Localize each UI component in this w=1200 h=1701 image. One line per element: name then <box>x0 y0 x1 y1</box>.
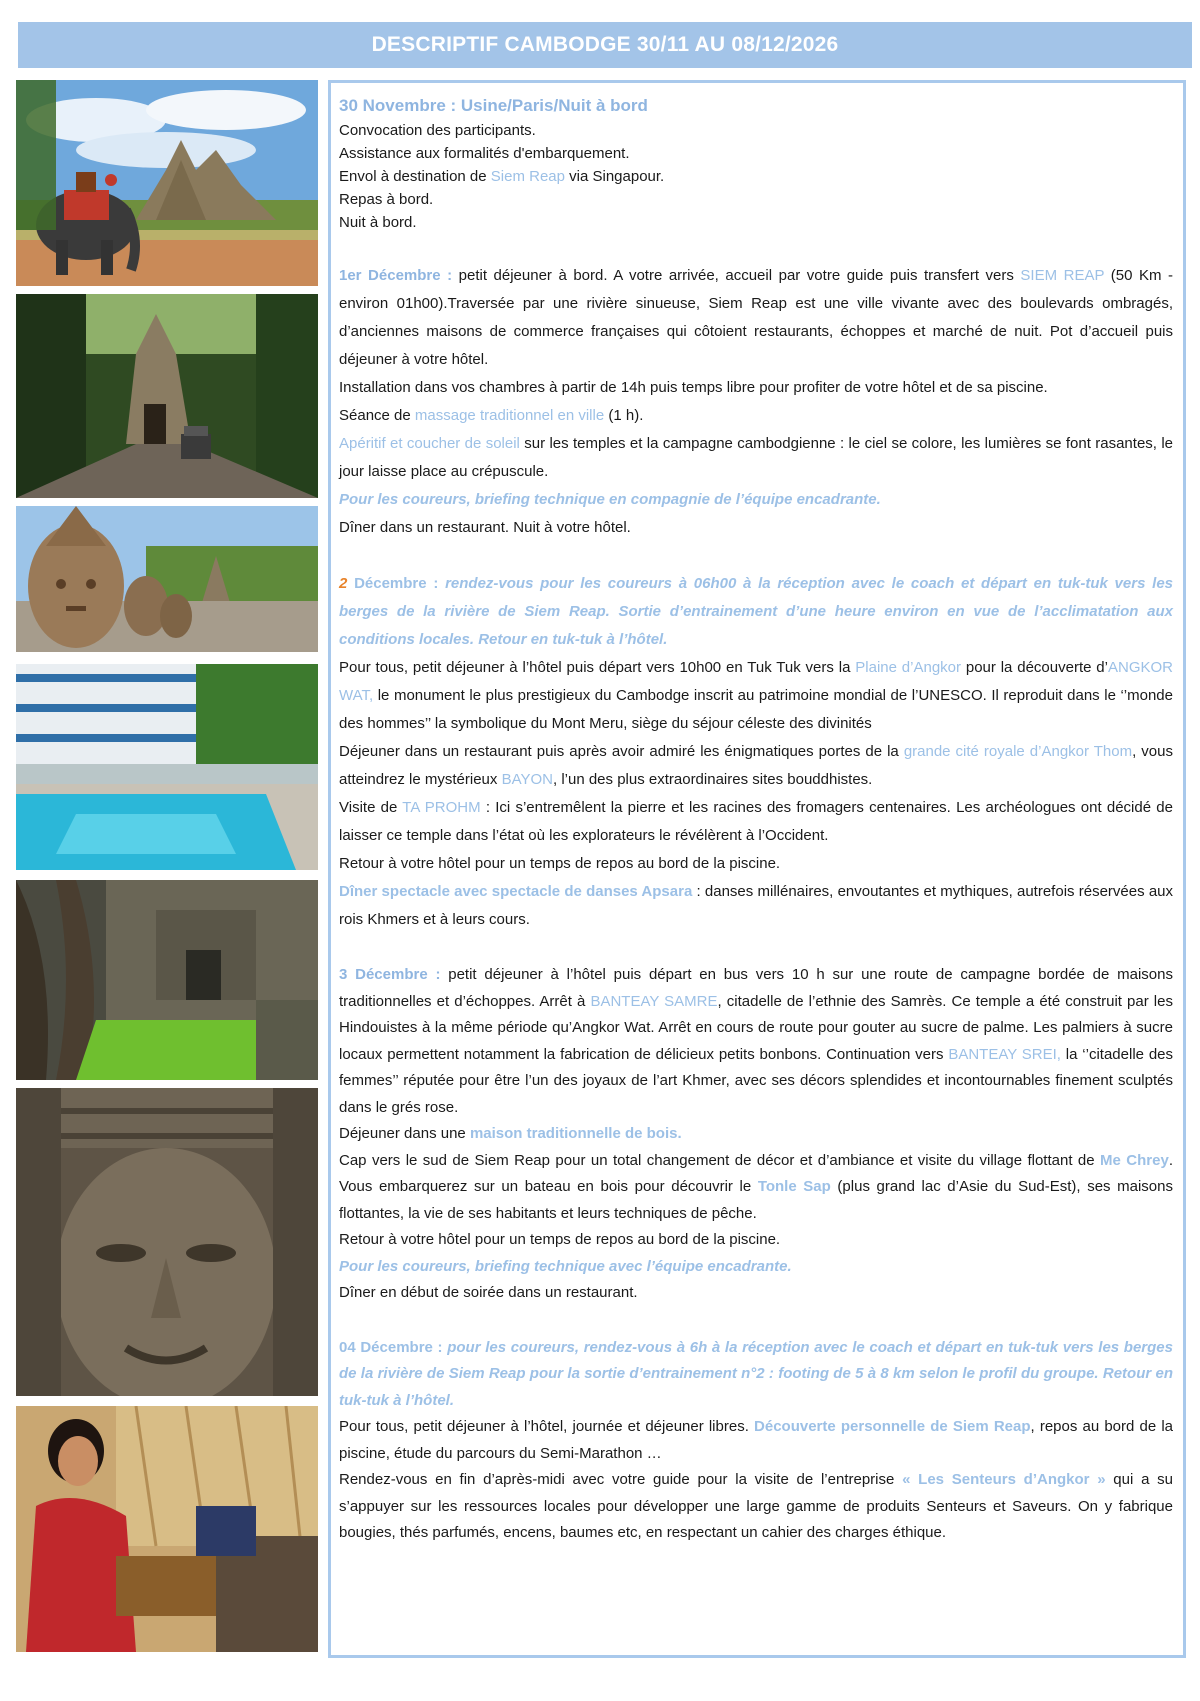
paragraph: Séance de massage traditionnel en ville (1 h). <box>339 407 644 424</box>
runners-note: Pour les coureurs, briefing technique en compagnie de l’équipe encadrante. <box>339 491 881 508</box>
day-number: 2 <box>339 575 348 592</box>
bayon-face-photo <box>16 1088 318 1396</box>
text-line: Nuit à bord. <box>339 214 417 231</box>
highlight-text: grande cité royale d’Angkor Thom <box>903 743 1133 760</box>
highlight-text: Plaine d’Angkor <box>855 659 962 676</box>
day-section-30-november <box>339 93 1173 234</box>
page-banner <box>18 22 1192 68</box>
highlight-text: TA PROHM <box>402 799 481 816</box>
day-section-1-december <box>339 262 1173 542</box>
paragraph: 1er Décembre : petit déjeuner à bord. A votre arrivée, accueil par votre guide puis transfert vers SIEM REAP (50 Km - environ 01h00).Traversée par une rivière sinueuse, Siem Reap est une ville vivante avec des boulevards ombragés, d’anciennes maisons de commerce françaises qui côtoient restaurants, échoppes et marché de nuit. Pot d’accueil puis déjeuner à votre hôtel. <box>339 267 1173 368</box>
text-line: Convocation des participants. <box>339 122 536 139</box>
highlight-text: ANGKOR WAT, <box>339 659 1173 704</box>
highlight-text: Me Chrey <box>1100 1151 1169 1169</box>
highlight-text: Siem Reap <box>490 168 565 185</box>
paragraph: Déjeuner dans une maison traditionnelle de bois. <box>339 1125 682 1142</box>
highlight-text: BANTEAY SAMRE <box>590 992 718 1010</box>
paragraph: Pour tous, petit déjeuner à l’hôtel, journée et déjeuner libres. Découverte personnelle de Siem Reap, repos au bord de la piscine, étude du parcours du Semi-Marathon … <box>339 1418 1174 1462</box>
angkor-thom-gate-photo <box>16 294 318 498</box>
highlight-text: massage traditionnel en ville <box>414 407 605 424</box>
highlight-text: Tonle Sap <box>757 1178 831 1195</box>
ta-prohm-temple-photo <box>16 880 318 1080</box>
weaving-woman-photo <box>16 1406 318 1652</box>
day-section-2-december <box>339 570 1173 934</box>
paragraph: Dîner spectacle avec spectacle de danses Apsara : danses millénaires, envoutantes et mythiques, autrefois réservées aux rois Khmers et à leurs cours. <box>339 883 1174 928</box>
paragraph: Cap vers le sud de Siem Reap pour un total changement de décor et d’ambiance et visite du village flottant de Me Chrey. Vous embarquerez sur un bateau en bois pour découvrir le Tonle Sap (plus grand lac d’Asie du Sud-Est), ses maisons flottantes, la vie de ses habitants et leurs techniques de pêche. <box>339 1151 1173 1222</box>
hotel-pool-photo <box>16 664 318 870</box>
paragraph: Rendez-vous en fin d’après-midi avec votre guide pour la visite de l’entreprise « Les Senteurs d’Angkor » qui a su s’appuyer sur les ressources locales pour développer une large gamme de produits Senteurs et Saveurs. On y fabrique bougies, thés parfumés, encens, baumes etc, en respectant un cahier des charges éthique. <box>339 1471 1173 1541</box>
paragraph: Pour tous, petit déjeuner à l’hôtel puis départ vers 10h00 en Tuk Tuk vers la Plaine d’Angkor pour la découverte d’ANGKOR WAT, le monument le plus prestigieux du Cambodge inscrit au patrimoine mondial de l’UNESCO. Il reproduit dans le ‘’monde des hommes’’ la symbolique du Mont Meru, siège du séjour céleste des divinités <box>339 659 1173 732</box>
paragraph: Retour à votre hôtel pour un temps de repos au bord de la piscine. <box>339 855 781 872</box>
angkor-elephant-photo <box>16 80 318 286</box>
day-heading: 30 Novembre : Usine/Paris/Nuit à bord <box>339 96 648 115</box>
day-heading: 3 Décembre : <box>339 966 441 983</box>
paragraph: Retour à votre hôtel pour un temps de repos au bord de la piscine. <box>339 1231 781 1248</box>
paragraph: Apéritif et coucher de soleil sur les temples et la campagne cambodgienne : le ciel se colore, les lumières se font rasantes, le jour laisse place au crépuscule. <box>339 435 1173 480</box>
text-line: Envol à destination de Siem Reap via Singapour. <box>339 168 665 185</box>
highlight-text: BAYON <box>501 771 553 788</box>
highlight-text: Apéritif et coucher de soleil <box>339 435 520 452</box>
text-line: Repas à bord. <box>339 191 434 208</box>
highlight-text: SIEM REAP <box>1020 267 1105 284</box>
highlight-text: BANTEAY SREI, <box>948 1045 1061 1063</box>
day-heading: 04 Décembre : <box>339 1338 443 1356</box>
text-line: Assistance aux formalités d'embarquement. <box>339 145 630 162</box>
angkor-statues-photo <box>16 506 318 652</box>
highlight-text: Dîner spectacle avec spectacle de danses Apsara <box>339 883 693 900</box>
paragraph: Déjeuner dans un restaurant puis après avoir admiré les énigmatiques portes de la grande cité royale d’Angkor Thom, vous atteindrez le mystérieux BAYON, l’un des plus extraordinaires sites bouddhistes. <box>339 743 1173 788</box>
page-title: DESCRIPTIF CAMBODGE 30/11 AU 08/12/2026 <box>371 33 839 56</box>
runners-note: 04 Décembre : pour les coureurs, rendez-vous à 6h à la réception avec le coach et départ en tuk-tuk vers les berges de la rivière de Siem Reap pour la sortie d’entrainement n°2 : footing de 5 à 8 km selon le profil du groupe. Retour en tuk-tuk à l’hôtel. <box>339 1338 1173 1409</box>
highlight-text: « Les Senteurs d’Angkor » <box>902 1471 1106 1488</box>
runners-note: 2 Décembre : rendez-vous pour les coureurs à 06h00 à la réception avec le coach et départ en tuk-tuk vers les berges de la rivière de Siem Reap. Sortie d’entrainement d’une heure environ en vue de l’acclimatation aux conditions locales. Retour en tuk-tuk à l’hôtel. <box>339 575 1173 648</box>
highlight-text: Découverte personnelle de Siem Reap <box>754 1418 1031 1435</box>
day-heading: Décembre : <box>347 575 439 592</box>
paragraph: Dîner dans un restaurant. Nuit à votre hôtel. <box>339 519 631 536</box>
day-section-3-december <box>339 962 1173 1307</box>
day-heading: 1er Décembre : <box>339 267 453 284</box>
paragraph: Installation dans vos chambres à partir de 14h puis temps libre pour profiter de votre hôtel et de sa piscine. <box>339 379 1048 396</box>
paragraph: Dîner en début de soirée dans un restaurant. <box>339 1284 638 1301</box>
highlight-text: maison traditionnelle de bois. <box>469 1125 682 1142</box>
itinerary-content <box>328 80 1186 1658</box>
runners-note: Pour les coureurs, briefing technique avec l’équipe encadrante. <box>339 1257 792 1275</box>
paragraph: 3 Décembre : petit déjeuner à l’hôtel puis départ en bus vers 10 h sur une route de campagne bordée de maisons traditionnelles et d’échoppes. Arrêt à BANTEAY SAMRE, citadelle de l’ethnie des Samrès. Ce temple a été construit par les Hindouistes à la même période qu’Angkor Wat. Arrêt en cours de route pour gouter au sucre de palme. Les palmiers à sucre locaux permettent notamment la fabrication de délicieux petits bonbons. Continuation vers BANTEAY SREI, la ‘’citadelle des femmes’’ réputée pour être l’un des joyaux de l’art Khmer, avec ses décors splendides et incontournables finement sculptés dans le grés rose. <box>339 966 1174 1116</box>
paragraph: Visite de TA PROHM : Ici s’entremêlent la pierre et les racines des fromagers centenaires. Les archéologues ont décidé de laisser ce temple dans l’état où les explorateurs le révélèrent à l’Occident. <box>339 799 1173 844</box>
day-section-4-december <box>339 1335 1173 1547</box>
